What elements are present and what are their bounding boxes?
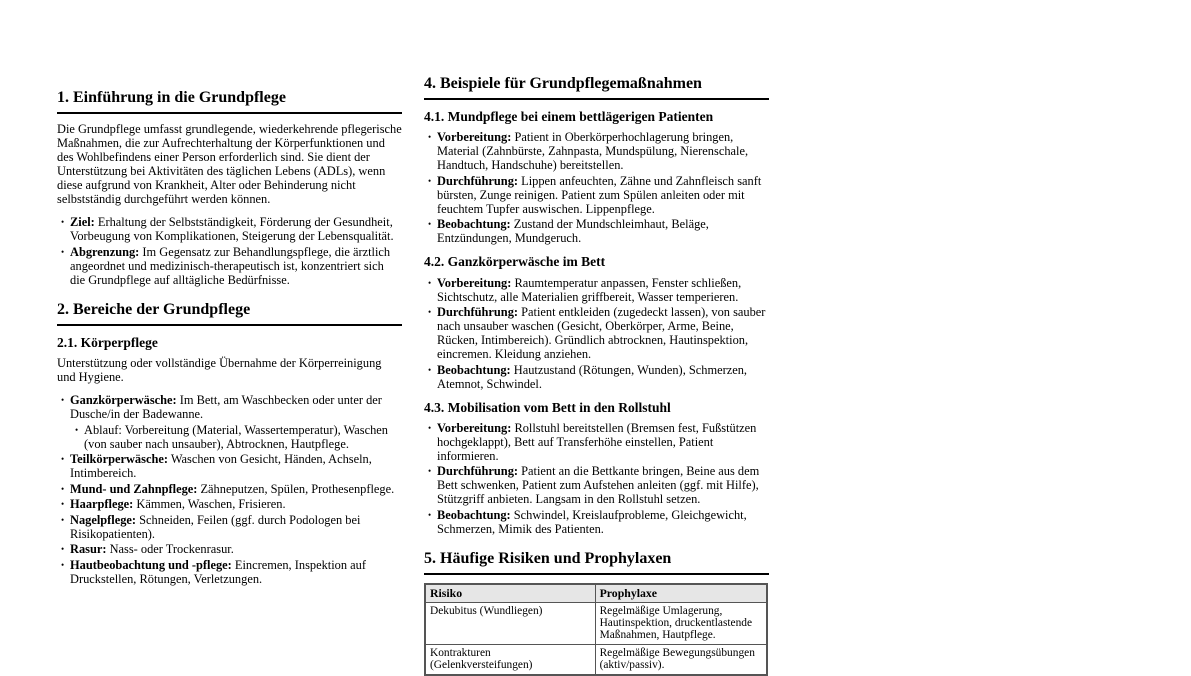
term-text: Im Gegensatz zur Behandlungspflege, die ärztlich angeordnet und medizinisch-therapeutisch ist, konzentriert sich die Grundpflege auf alltägliche Bedürfnisse. xyxy=(70,244,391,287)
cell-risiko: Kontrakturen (Gelenkversteifungen) xyxy=(425,644,595,675)
term-text: Patient entkleiden (zugedeckt lassen), von sauber nach unsauber waschen (Gesicht, Oberkörper, Arme, Beine, Rücken, Intimbereich). Gründlich abtrocknen, Hautinspektion, eincremen. Kleidung anziehen. xyxy=(437,305,766,362)
term-text: Schneiden, Feilen (ggf. durch Podologen bei Risikopatienten). xyxy=(70,512,361,541)
list-item-beobachtung xyxy=(437,363,769,391)
term-text: Waschen von Gesicht, Händen, Achseln, Intimbereich. xyxy=(70,452,372,481)
cell-risiko: Dekubitus (Wundliegen) xyxy=(425,602,595,644)
term-text: Hautzustand (Rötungen, Wunden), Schmerzen, Atemnot, Schwindel. xyxy=(437,362,748,391)
term-text: Schwindel, Kreislaufprobleme, Gleichgewicht, Schmerzen, Mimik des Patienten. xyxy=(437,507,747,536)
term-label: Ganzkörperwäsche: xyxy=(70,393,177,408)
term-label: Beobachtung: xyxy=(437,362,511,377)
term-label: Haarpflege: xyxy=(70,497,134,512)
list-item-beobachtung xyxy=(437,508,769,536)
intro-paragraph: Die Grundpflege umfasst grundlegende, wiederkehrende pflegerische Maßnahmen, die zur Aufrechterhaltung der Körperfunktionen und des Wohlbefindens einer Person erforderlich sind. Sie dient der Unterstützung bei Aktivitäten des täglichen Lebens (ADLs), wenn diese aufgrund von Krankheit, Alter oder Behinderung nicht selbstständig durchgeführt werden können. xyxy=(57,122,402,207)
term-label: Vorbereitung: xyxy=(437,420,512,435)
term-label: Durchführung: xyxy=(437,173,519,188)
term-label: Nagelpflege: xyxy=(70,512,137,527)
left-column xyxy=(57,88,402,595)
term-text: Zustand der Mundschleimhaut, Beläge, Entzündungen, Mundgeruch. xyxy=(437,217,709,246)
section-4-2-list xyxy=(424,276,769,391)
koerperpflege-paragraph: Unterstützung oder vollständige Übernahme der Körperreinigung und Hygiene. xyxy=(57,356,382,385)
koerperpflege-list xyxy=(57,393,402,586)
term-text: Zähneputzen, Spülen, Prothesenpflege. xyxy=(197,481,395,496)
section-4-1-list xyxy=(424,130,769,245)
term-text: Patient an die Bettkante bringen, Beine aus dem Bett schwenken, Patient zum Aufstehen anleiten (ggf. mit Hilfe), Stützgriff anbieten. Langsam in den Rollstuhl setzen. xyxy=(437,464,760,507)
intro-list xyxy=(57,215,402,287)
list-item-durchfuehrung xyxy=(437,464,769,506)
list-item-vorbereitung xyxy=(437,421,769,463)
section-4-3-list xyxy=(424,421,769,536)
term-text: Eincremen, Inspektion auf Druckstellen, Rötungen, Verletzungen. xyxy=(70,557,366,586)
term-label: Hautbeobachtung und -pflege: xyxy=(70,557,232,572)
term-text: Kämmen, Waschen, Frisieren. xyxy=(133,497,286,512)
term-label: Teilkörperwäsche: xyxy=(70,452,168,467)
list-item-vorbereitung xyxy=(437,130,769,172)
term-label: Mund- und Zahnpflege: xyxy=(70,481,198,496)
term-label: Rasur: xyxy=(70,542,107,557)
section-heading-bereiche: 2. Bereiche der Grundpflege xyxy=(57,300,402,326)
section-heading-beispiele: 4. Beispiele für Grundpflegemaßnahmen xyxy=(424,74,769,100)
subsection-heading-4-1: 4.1. Mundpflege bei einem bettlägerigen Patienten xyxy=(424,109,714,125)
risk-prophylaxis-table xyxy=(424,583,768,676)
list-item-durchfuehrung xyxy=(437,305,769,361)
list-item-ziel xyxy=(70,215,402,243)
list-item-beobachtung xyxy=(437,217,769,245)
term-label: Durchführung: xyxy=(437,464,519,479)
term-text: Lippen anfeuchten, Zähne und Zahnfleisch sanft bürsten, Zunge reinigen. Patient zum Spülen anleiten oder mit feuchtem Tupfer auswischen. Lippenpflege. xyxy=(437,173,762,216)
list-item-mund-zahnpflege xyxy=(70,482,402,496)
term-label: Ziel: xyxy=(70,215,95,230)
term-label: Durchführung: xyxy=(437,305,519,320)
ganzkoerperwaesche-sublist xyxy=(70,423,402,451)
term-text: Im Bett, am Waschbecken oder unter der Dusche/in der Badewanne. xyxy=(70,393,382,422)
list-item-durchfuehrung xyxy=(437,174,769,216)
term-label: Beobachtung: xyxy=(437,507,511,522)
term-text: Nass- oder Trockenrasur. xyxy=(106,542,234,557)
subsection-heading-4-2: 4.2. Ganzkörperwäsche im Bett xyxy=(424,254,606,270)
term-label: Abgrenzung: xyxy=(70,244,140,259)
list-item-vorbereitung xyxy=(437,276,769,304)
table-header-row xyxy=(425,584,767,603)
list-item-teilkoerperwaesche xyxy=(70,452,402,480)
list-item-rasur xyxy=(70,542,402,556)
right-column xyxy=(424,74,769,676)
list-item-abgrenzung xyxy=(70,245,402,287)
sublist-item-ablauf: • Ablauf: Vorbereitung (Material, Wassertemperatur), Waschen (von sauber nach unsauber), Abtrocknen, Hautpflege. xyxy=(84,423,402,451)
section-heading-risiken: 5. Häufige Risiken und Prophylaxen xyxy=(424,549,769,575)
list-item-nagelpflege xyxy=(70,513,402,541)
term-label: Vorbereitung: xyxy=(437,275,512,290)
list-item-hautbeobachtung xyxy=(70,558,402,586)
table-row xyxy=(425,644,767,675)
term-text: Erhaltung der Selbstständigkeit, Förderung der Gesundheit, Vorbeugung von Komplikationen, Steigerung der Lebensqualität. xyxy=(70,215,394,244)
column-header-prophylaxe: Prophylaxe xyxy=(595,584,767,603)
subsection-heading-koerperpflege: 2.1. Körperpflege xyxy=(57,334,158,350)
section-heading-einfuehrung: 1. Einführung in die Grundpflege xyxy=(57,88,402,114)
term-text: Patient in Oberkörperhochlagerung bringen, Material (Zahnbürste, Zahnpasta, Mundspülung, Nierenschale, Handtuch, Handschuhe) bereitstellen. xyxy=(437,130,749,173)
table-row xyxy=(425,602,767,644)
list-item-haarpflege xyxy=(70,497,402,511)
subsection-heading-4-3: 4.3. Mobilisation vom Bett in den Rollstuhl xyxy=(424,399,671,415)
cell-prophylaxe: Regelmäßige Umlagerung, Hautinspektion, druckentlastende Maßnahmen, Hautpflege. xyxy=(595,602,767,644)
term-text: Raumtemperatur anpassen, Fenster schließen, Sichtschutz, alle Materialien griffbereit, Wasser temperieren. xyxy=(437,275,742,304)
column-header-risiko: Risiko xyxy=(425,584,595,603)
cell-prophylaxe: Regelmäßige Bewegungsübungen (aktiv/passiv). xyxy=(595,644,767,675)
term-text: Rollstuhl bereitstellen (Bremsen fest, Fußstützen hochgeklappt), Bett auf Transferhöhe einstellen, Patient informieren. xyxy=(437,420,757,463)
term-label: Beobachtung: xyxy=(437,217,511,232)
list-item-ganzkoerperwaesche xyxy=(70,393,402,451)
term-label: Vorbereitung: xyxy=(437,130,512,145)
